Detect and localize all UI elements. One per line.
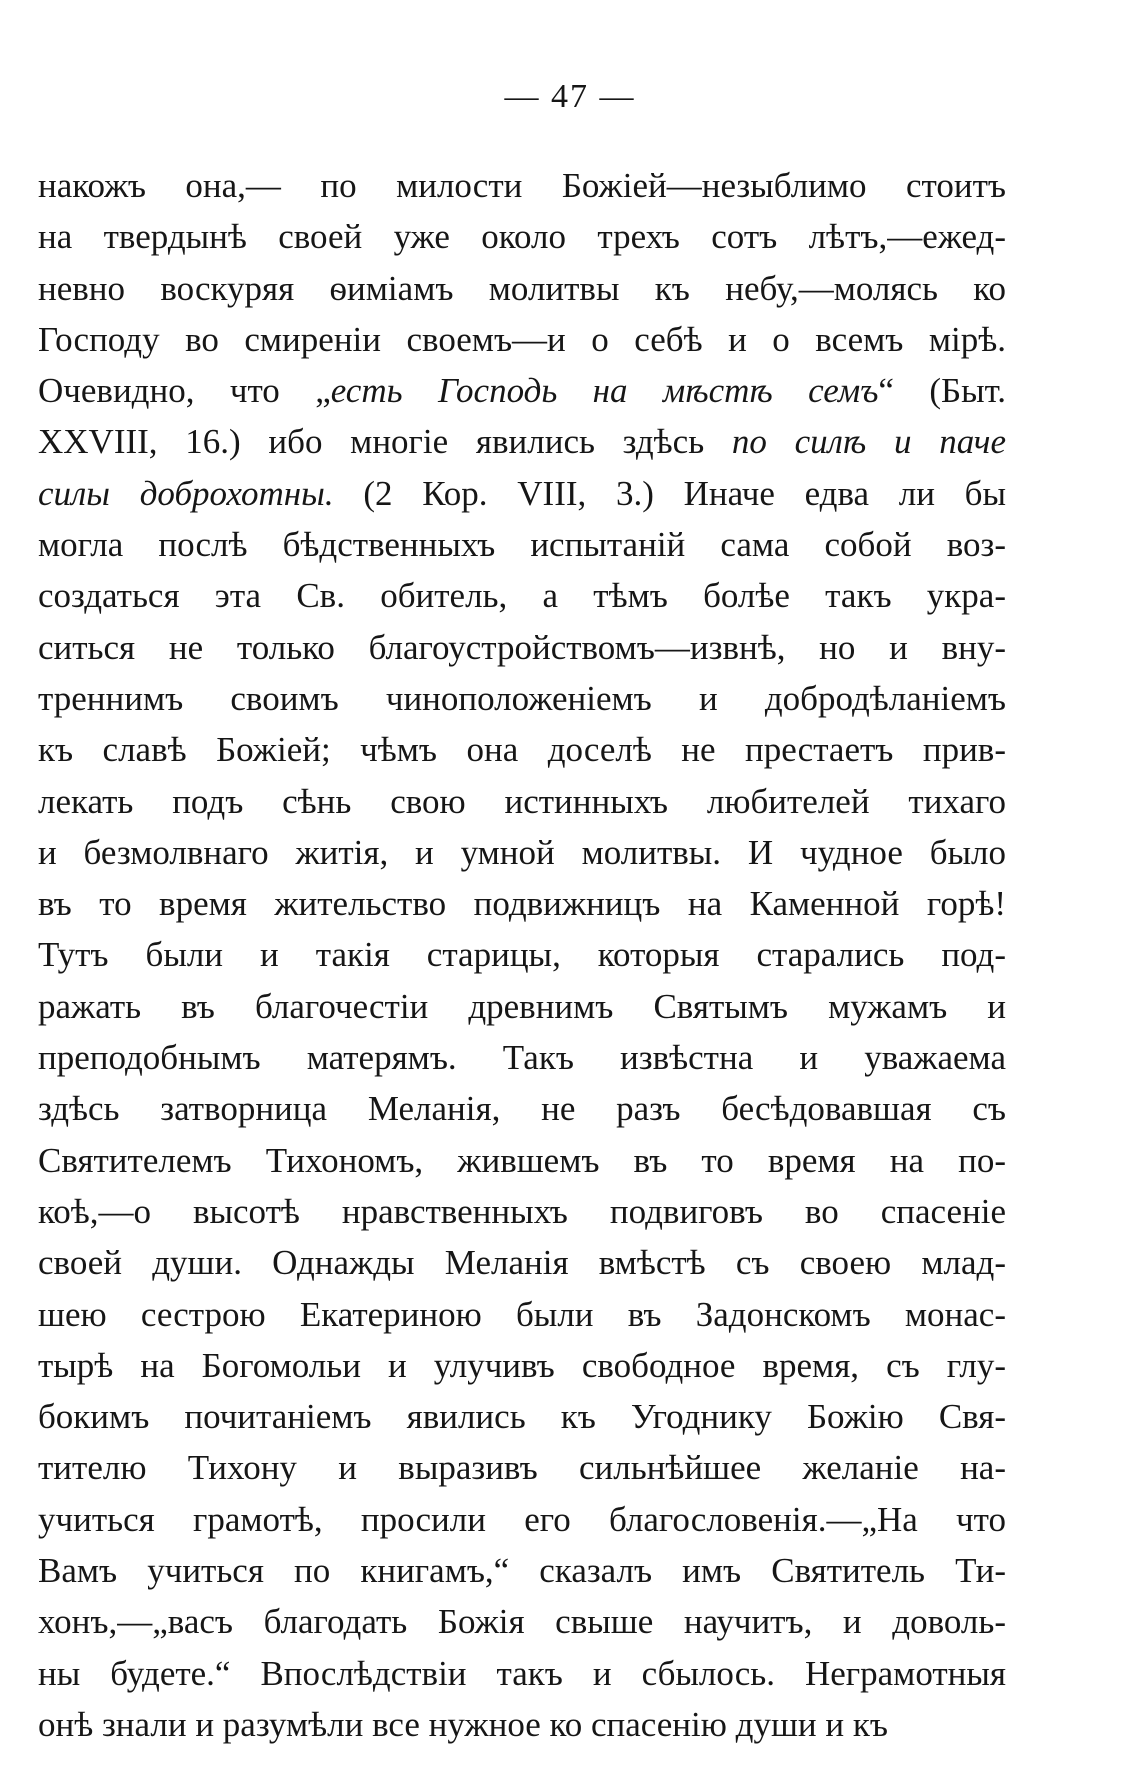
text-line: Господу во смиреніи своемъ—и о себѣ и о всемъ мірѣ. [38, 319, 1006, 359]
text-line: могла послѣ бѣдственныхъ испытаній сама собой воз- [38, 525, 1006, 565]
text-line: ражать въ благочестіи древнимъ Святымъ мужамъ и [38, 986, 1006, 1026]
text-line: своей души. Однажды Меланія вмѣстѣ съ своею млад- [38, 1243, 1006, 1283]
page-number: — 47 — [504, 78, 636, 115]
line-segment: “ (Быт. [878, 371, 1007, 411]
text-line: коѣ,—о высотѣ нравственныхъ подвиговъ во спасеніе [38, 1191, 1006, 1231]
line-segment: (2 Кор. VIII, 3.) Иначе едва ли бы [333, 473, 1006, 513]
italic-phrase-b: силы доброхотны. [38, 473, 334, 513]
text-line: тырѣ на Богомольи и улучивъ свободное время, съ глу- [38, 1345, 1006, 1385]
text-line: тителю Тихону и выразивъ сильнѣйшее желаніе на- [38, 1448, 1006, 1488]
text-line: учиться грамотѣ, просили его благословенія.—„На что [38, 1499, 1006, 1539]
text-line: ны будете.“ Впослѣдствіи такъ и сбылось. Неграмотныя [38, 1653, 1006, 1693]
text-line: онѣ знали и разумѣли все нужное ко спасенію души и къ [38, 1704, 888, 1744]
body-text [38, 160, 1006, 1750]
text-line: шею сестрою Екатериною были въ Задонскомъ монас- [38, 1294, 1006, 1334]
text-line: создаться эта Св. обитель, а тѣмъ болѣе такъ укра- [38, 576, 1006, 616]
text-line: Тутъ были и такія старицы, которыя старались под- [38, 935, 1006, 975]
text-line: и безмолвнаго житія, и умной молитвы. И чудное было [38, 832, 1006, 872]
text-line-italic-quote [38, 365, 1006, 416]
text-line: треннимъ своимъ чиноположеніемъ и добродѣланіемъ [38, 678, 1006, 718]
text-line-italic [38, 468, 1006, 519]
line-segment: XXVIII, 16.) ибо многіе явились здѣсь [38, 422, 732, 462]
text-line: бокимъ почитаніемъ явились къ Угоднику Божію Свя- [38, 1397, 1006, 1437]
text-line: ситься не только благоустройствомъ—извнѣ, но и вну- [38, 627, 1006, 667]
text-line: невно воскуряя ѳиміамъ молитвы къ небу,—молясь ко [38, 268, 1006, 308]
italic-phrase-a: по силѣ и паче [731, 422, 1006, 462]
text-line: накожъ она,— по милости Божіей—незыблимо стоитъ [38, 166, 1006, 205]
italic-quote: есть Господь на мѣстѣ семъ [330, 371, 879, 411]
text-line: хонъ,—„васъ благодать Божія свыше научитъ, и доволь- [38, 1602, 1006, 1642]
text-line: преподобнымъ матерямъ. Такъ извѣстна и уважаема [38, 1038, 1006, 1078]
text-line: къ славѣ Божіей; чѣмъ она доселѣ не престаетъ прив- [38, 730, 1006, 770]
text-line: Вамъ учиться по книгамъ,“ сказалъ имъ Святитель Ти- [38, 1551, 1006, 1591]
line-segment: Очевидно, что „ [38, 371, 331, 411]
text-line-italic [38, 416, 1006, 467]
text-line: лекать подъ сѣнь свою истинныхъ любителей тихаго [38, 781, 1006, 821]
text-line: Святителемъ Тихономъ, жившемъ въ то время на по- [38, 1140, 1006, 1180]
text-line: на твердынѣ своей уже около трехъ сотъ лѣтъ,—ежед- [38, 217, 1006, 257]
text-line: здѣсь затворница Меланія, не разъ бесѣдовавшая съ [38, 1089, 1006, 1129]
text-line: въ то время жительство подвижницъ на Каменной горѣ! [38, 884, 1006, 924]
